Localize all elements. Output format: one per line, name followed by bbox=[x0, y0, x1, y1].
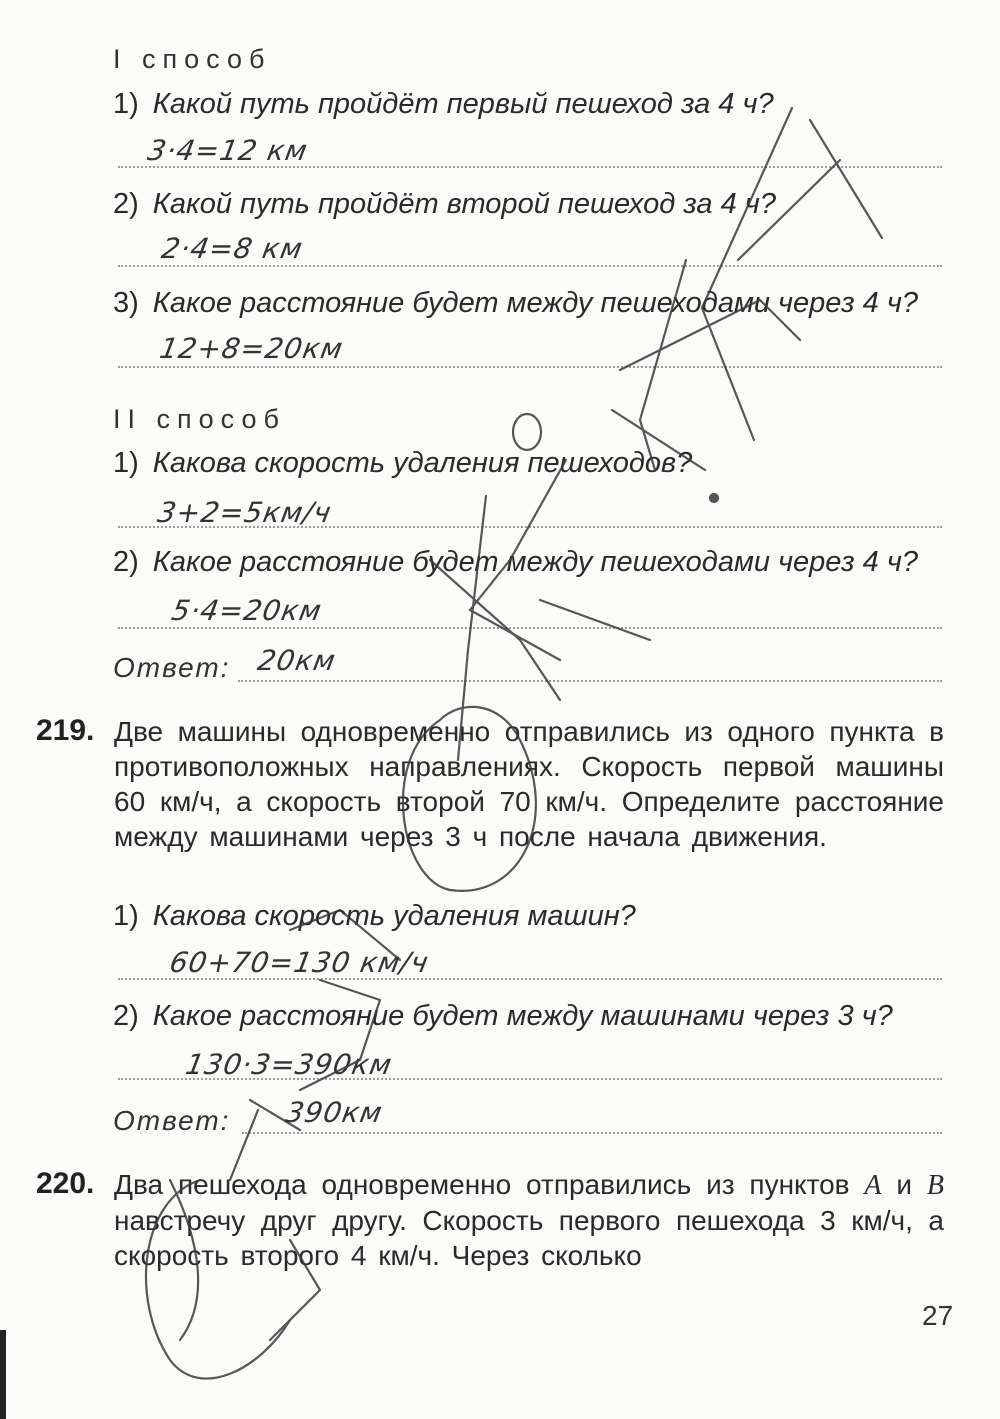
answer-line bbox=[118, 265, 942, 267]
problem-219-answer-1: 60+70=130 км/ч bbox=[167, 946, 432, 979]
question-text: Какое расстояние будет между машинами через 3 ч? bbox=[152, 1000, 893, 1032]
question-number: 3) bbox=[113, 287, 139, 319]
question-text: Какова скорость удаления пешеходов? bbox=[152, 447, 693, 479]
method-2-final-answer: 20км bbox=[255, 644, 339, 677]
method-1-answer-2: 2·4=8 км bbox=[159, 232, 306, 265]
scribble-stroke bbox=[540, 600, 650, 640]
scribble-stroke bbox=[470, 610, 560, 660]
problem-number: 219. bbox=[36, 714, 95, 747]
problem-219-question-1 bbox=[113, 900, 636, 933]
method-2-answer-label: Ответ: bbox=[113, 652, 231, 683]
method-1-answer-1: 3·4=12 км bbox=[145, 134, 311, 167]
question-number: 2) bbox=[113, 1000, 139, 1032]
question-text: Какое расстояние будет между пешеходами через 4 ч? bbox=[152, 546, 918, 578]
scribble-stroke bbox=[470, 460, 566, 610]
method-2-answer-1: 3+2=5км/ч bbox=[155, 496, 335, 529]
answer-line bbox=[242, 1132, 942, 1134]
problem-219-question-2 bbox=[113, 1000, 893, 1033]
answer-line bbox=[118, 978, 942, 980]
scribble-stroke bbox=[430, 560, 560, 700]
problem-219 bbox=[36, 714, 944, 854]
method-1-question-2 bbox=[113, 188, 776, 221]
method-2-question-2 bbox=[113, 546, 918, 579]
question-number: 1) bbox=[113, 900, 139, 932]
problem-text: Две машины одновременно отправились из одного пункта в противоположных направлениях. Скорость первой машины 60 км/ч, а скорость второй 70 км/ч. Определите расстояние между машинами через 3 ч после начала движения. bbox=[114, 716, 944, 852]
point-b: B bbox=[926, 1170, 944, 1201]
point-a: A bbox=[864, 1170, 882, 1201]
answer-line bbox=[118, 627, 942, 629]
question-number: 2) bbox=[113, 188, 139, 220]
method-2-question-1 bbox=[113, 447, 692, 480]
page-number: 27 bbox=[922, 1300, 954, 1331]
question-text: Какова скорость удаления машин? bbox=[152, 900, 636, 932]
method-1-heading: I способ bbox=[113, 44, 272, 74]
method-1-question-1 bbox=[113, 88, 774, 121]
answer-line bbox=[118, 166, 942, 168]
problem-220 bbox=[36, 1167, 944, 1273]
problem-number: 220. bbox=[36, 1167, 95, 1200]
question-number: 1) bbox=[113, 447, 139, 479]
problem-text-part: и bbox=[881, 1169, 927, 1200]
problem-text-part: Два пешехода одновременно отправились из пунктов bbox=[114, 1169, 865, 1200]
method-2-heading: II способ bbox=[113, 404, 286, 434]
problem-219-answer-2: 130·3=390км bbox=[183, 1048, 396, 1081]
problem-text-part: навстречу друг другу. Скорость первого пешехода 3 км/ч, а скорость второго 4 км/ч. Через сколько bbox=[114, 1205, 944, 1271]
question-number: 2) bbox=[113, 546, 139, 578]
method-1-answer-3: 12+8=20км bbox=[157, 332, 346, 365]
problem-219-answer-label: Ответ: bbox=[113, 1105, 231, 1136]
answer-line bbox=[238, 680, 942, 682]
answer-line bbox=[118, 526, 942, 528]
scribble-stroke bbox=[810, 120, 882, 238]
question-number: 1) bbox=[113, 88, 139, 120]
question-text: Какой путь пройдёт первый пешеход за 4 ч? bbox=[152, 88, 774, 120]
method-2-answer-2: 5·4=20км bbox=[169, 594, 325, 627]
answer-line bbox=[118, 1078, 942, 1080]
question-text: Какой путь пройдёт второй пешеход за 4 ч? bbox=[152, 188, 776, 220]
page-edge-shadow bbox=[0, 1330, 6, 1419]
problem-219-final-answer: 390км bbox=[283, 1096, 386, 1129]
question-text: Какое расстояние будет между пешеходами через 4 ч? bbox=[152, 287, 918, 319]
scribble-stroke bbox=[710, 494, 718, 502]
scribble-stroke bbox=[702, 108, 792, 440]
problem-text bbox=[114, 1167, 944, 1273]
scribble-stroke bbox=[513, 414, 541, 450]
method-1-question-3 bbox=[113, 287, 918, 320]
answer-line bbox=[118, 366, 942, 368]
